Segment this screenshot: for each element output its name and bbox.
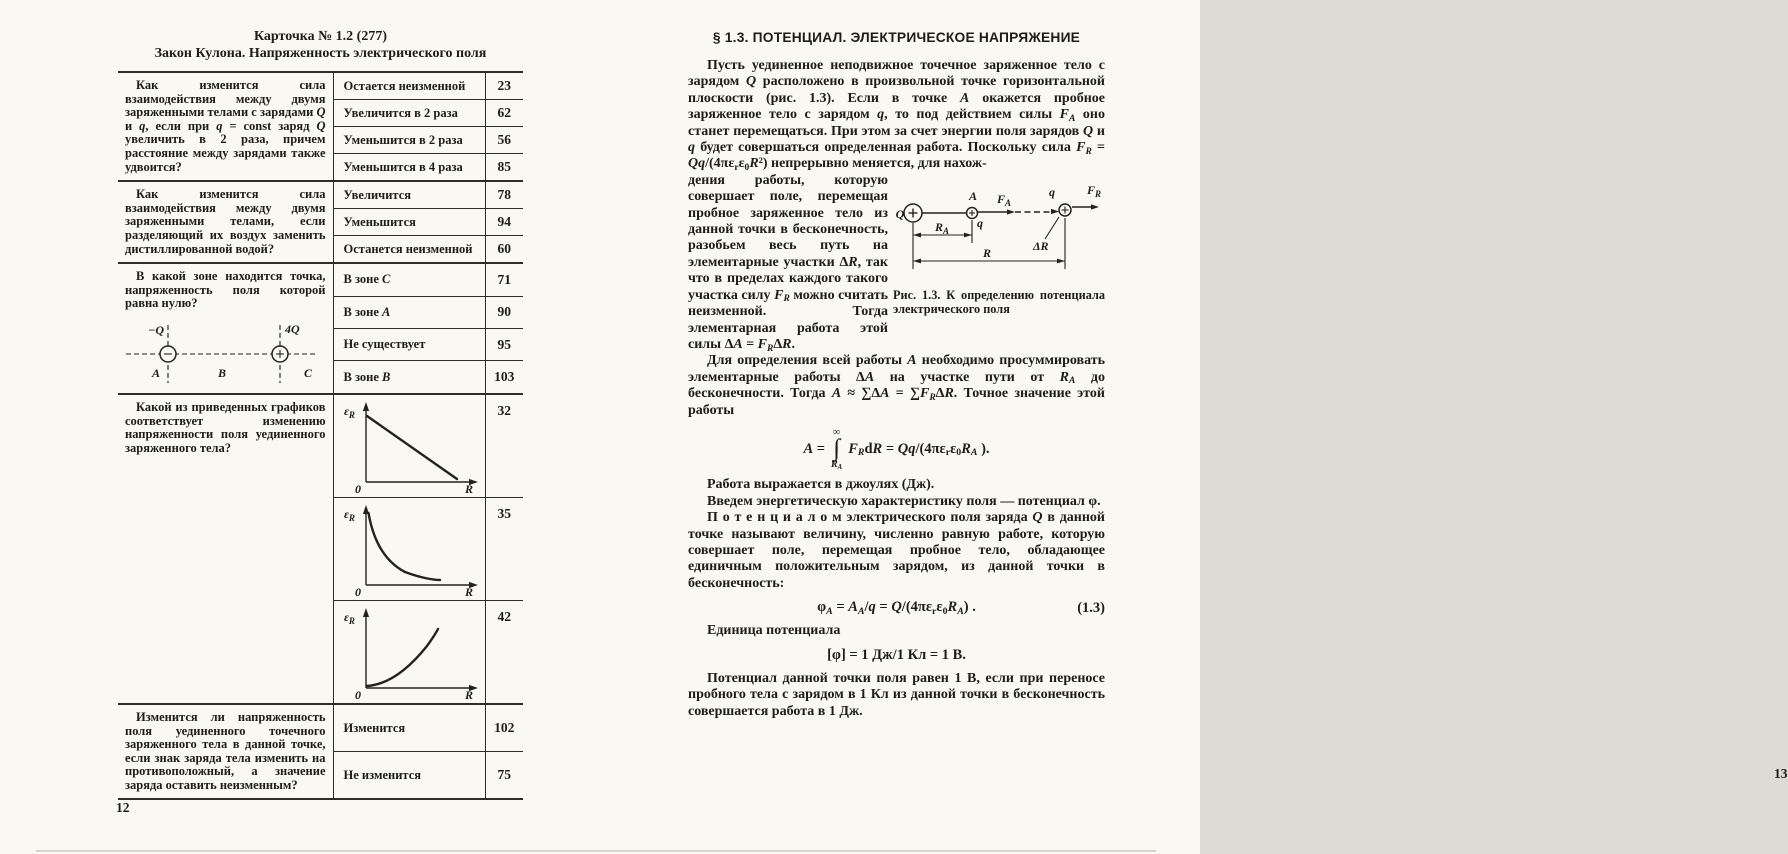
answer-graph bbox=[336, 398, 484, 494]
scan-edge-artifact bbox=[36, 850, 1156, 852]
answer-graph bbox=[336, 604, 484, 700]
question-text: Изменится ли напряженность поля уединенного точечного заряженного тела в данной точке, если знак заряда тела изменить на противоположный, а значение заряда оставить неизменным? bbox=[125, 709, 326, 792]
graph-origin-label: 0 bbox=[354, 481, 361, 496]
paragraph-joules: Работа выражается в джоулях (Дж). bbox=[707, 477, 935, 493]
question-text: В какой зоне находится точка, напряженность поля которой равна нулю? bbox=[125, 269, 326, 311]
label-distance-r: R bbox=[982, 245, 992, 260]
answer-code: 42 bbox=[485, 600, 523, 704]
question-cell bbox=[118, 394, 333, 704]
answer-graph-cell bbox=[333, 394, 485, 498]
answer-code: 23 bbox=[485, 72, 523, 100]
answer-code: 94 bbox=[485, 209, 523, 236]
label-force-fr: $F_R$ bbox=[1087, 182, 1102, 199]
label-distance-ra: $R_A$ bbox=[935, 219, 950, 236]
answer-code: 95 bbox=[485, 329, 523, 361]
label-q-at-a: q bbox=[977, 215, 983, 230]
card-subtitle: Закон Кулона. Напряженность электрического поля bbox=[154, 46, 487, 61]
question-text: Какой из приведенных графиков соответствует изменению напряженности поля уединенного заряженного тела? bbox=[125, 399, 326, 455]
integral-upper-limit: ∞ bbox=[832, 426, 841, 438]
answer-row bbox=[118, 704, 523, 752]
figure-1-3 bbox=[893, 177, 1105, 353]
answer-cell: Уменьшится в 4 раза bbox=[333, 154, 485, 182]
integral-lhs: A = bbox=[803, 440, 825, 457]
integral-sign: ∞ ∫ $R_A$ bbox=[831, 426, 843, 472]
answer-cell: Уменьшится bbox=[333, 209, 485, 236]
answer-cell: Увеличится bbox=[333, 181, 485, 208]
zone-c-label: C bbox=[304, 365, 313, 380]
graph-y-axis-label: $\varepsilon_R$ bbox=[343, 403, 355, 420]
graph-x-axis-label: R bbox=[464, 481, 473, 496]
charge-label-four-q: 4Q bbox=[285, 321, 300, 336]
page-number-left: 12 bbox=[116, 800, 130, 815]
graph-x-axis-label: R bbox=[464, 687, 473, 702]
paragraph-sum-work: Для определения всей работы A необходимо просуммировать элементарные работы ΔA на участке пути от $R_A$ до бесконечности. Тогда $A \approx \sum\Delta A = \sum F_R\Delta R$. Точное значение этой работы bbox=[688, 353, 1106, 418]
page-number-right: 13 bbox=[1774, 766, 1788, 781]
answer-row bbox=[118, 72, 523, 100]
answer-code: 35 bbox=[485, 497, 523, 600]
card-title: Карточка № 1.2 (277) bbox=[253, 29, 388, 44]
answer-cell: Уменьшится в 2 раза bbox=[333, 127, 485, 154]
right-page bbox=[688, 0, 1788, 854]
answer-cell: Увеличится в 2 раза bbox=[333, 100, 485, 127]
answer-card-table bbox=[118, 71, 523, 800]
charge-label-minus-q: −Q bbox=[148, 322, 164, 337]
integral-rhs: $F_RdR = Qq/(4\pi\varepsilon_r\varepsilon_0R_A$ ). bbox=[848, 440, 990, 459]
charge-zones-diagram bbox=[122, 321, 331, 387]
paragraph-one-volt: Потенциал данной точки поля равен 1 В, если при переносе пробного тела с зарядом в 1 Кл из данной точки в бесконечность совершается работа в 1 Дж. bbox=[688, 670, 1105, 719]
label-q-moving: q bbox=[1049, 184, 1055, 199]
answer-code: 102 bbox=[485, 704, 523, 752]
text-figure-row bbox=[688, 173, 1105, 353]
answer-cell: В зоне A bbox=[333, 296, 485, 328]
answer-code: 90 bbox=[485, 296, 523, 328]
formula-potential-1-3: $\varphi_A = A_A/q = Q/(4\pi\varepsilon_r\varepsilon_0R_A)$ . (1.3) bbox=[817, 599, 1105, 618]
question-cell bbox=[118, 72, 333, 181]
answer-graph-cell bbox=[333, 497, 485, 600]
answer-code: 60 bbox=[485, 236, 523, 264]
label-point-a: A bbox=[968, 188, 978, 203]
label-delta-r: ΔR bbox=[1033, 238, 1049, 253]
question-cell bbox=[118, 263, 333, 394]
answer-code: 62 bbox=[485, 100, 523, 127]
formula-potential-unit: [φ] = 1 Дж/1 Кл = 1 В. bbox=[827, 646, 966, 663]
figure-caption: Рис. 1.3. К определению потенциала электрического поля bbox=[893, 287, 1105, 317]
paragraph-intro: Пусть уединенное неподвижное точечное заряженное тело с зарядом Q расположено в произвольной точке горизонтальной плоскости (рис. 1.3). Если в точке A окажется пробное заряженное тело с зарядом q, то под действием силы $F_A$ оно станет перемещаться. При этом за счет энергии поля зарядов Q и q будет совершаться определенная работа. Поскольку сила $F_R = Qq/(4\pi\varepsilon_r\varepsilon_0R^2)$ непрерывно меняется, для нахож- bbox=[688, 58, 1105, 174]
answer-cell: Не изменится bbox=[333, 752, 485, 800]
answer-code: 103 bbox=[485, 361, 523, 394]
graph-x-axis-label: R bbox=[464, 584, 473, 599]
answer-cell: Останется неизменной bbox=[333, 236, 485, 264]
zone-a-label: A bbox=[152, 365, 161, 380]
answer-row bbox=[118, 181, 523, 208]
paragraph-introduce-potential: Введем энергетическую характеристику поля — потенциал φ. bbox=[707, 493, 1101, 509]
paragraph-unit-heading: Единица потенциала bbox=[707, 623, 841, 639]
zone-b-label: B bbox=[217, 365, 227, 380]
graph-origin-label: 0 bbox=[354, 687, 361, 702]
formula-work-integral bbox=[688, 428, 1105, 471]
question-cell bbox=[118, 704, 333, 800]
paragraph-wrapped: дения работы, которую совершает поле, перемещая пробное заряженное тело из данной точки в бесконечность, разобьем весь путь на элементарные участки ΔR, так что в пределах каждого такого участка силу $F_R$ можно считать неизменной. Тогда элементарная работа этой силы $\Delta A = F_R\Delta R$. bbox=[688, 172, 888, 354]
answer-row bbox=[118, 263, 523, 296]
answer-code: 85 bbox=[485, 154, 523, 182]
equation-number: (1.3) bbox=[1077, 600, 1105, 617]
answer-cell: В зоне B bbox=[333, 361, 485, 394]
answer-code: 32 bbox=[485, 394, 523, 498]
graph-y-axis-label: $\varepsilon_R$ bbox=[343, 506, 355, 523]
answer-code: 71 bbox=[485, 263, 523, 296]
answer-graph-cell bbox=[333, 600, 485, 704]
answer-code: 75 bbox=[485, 752, 523, 800]
figure-1-3-diagram bbox=[893, 177, 1105, 277]
charge-zones-svg bbox=[122, 321, 322, 387]
label-force-fa: $F_A$ bbox=[997, 191, 1012, 208]
answer-row bbox=[118, 394, 523, 498]
question-cell bbox=[118, 181, 333, 263]
graph-y-axis-label: $\varepsilon_R$ bbox=[343, 609, 355, 626]
answer-cell: Изменится bbox=[333, 704, 485, 752]
answer-code: 78 bbox=[485, 181, 523, 208]
label-q-big: Q bbox=[895, 206, 905, 221]
graph-origin-label: 0 bbox=[354, 584, 361, 599]
question-text: Как изменится сила взаимодействия между двумя заряженными телами с зарядами Q и q, если при q = const заряд Q увеличить в 2 раза, причем расстояние между зарядами также удвоится? bbox=[125, 78, 326, 174]
answer-cell: Не существует bbox=[333, 329, 485, 361]
answer-cell: В зоне C bbox=[333, 263, 485, 296]
answer-cell: Остается неизменной bbox=[333, 72, 485, 100]
paragraph-potential-definition: П о т е н ц и а л о м электрического поля заряда Q в данной точке называют величину, численно равную работе, которую совершает поле, перемещая пробное тело, обладающее единичным положительным зарядом, из данной точки в бесконечность: bbox=[688, 510, 1105, 591]
answer-code: 56 bbox=[485, 127, 523, 154]
question-text: Как изменится сила взаимодействия между двумя заряженными телами, если разделяющий их воздух заменить дистиллированной водой? bbox=[125, 187, 326, 256]
answer-graph bbox=[336, 501, 484, 597]
section-heading: § 1.3. ПОТЕНЦИАЛ. ЭЛЕКТРИЧЕСКОЕ НАПРЯЖЕНИЕ bbox=[712, 30, 1081, 45]
left-page bbox=[0, 0, 620, 854]
integral-lower-limit: $R_A$ bbox=[831, 459, 843, 472]
